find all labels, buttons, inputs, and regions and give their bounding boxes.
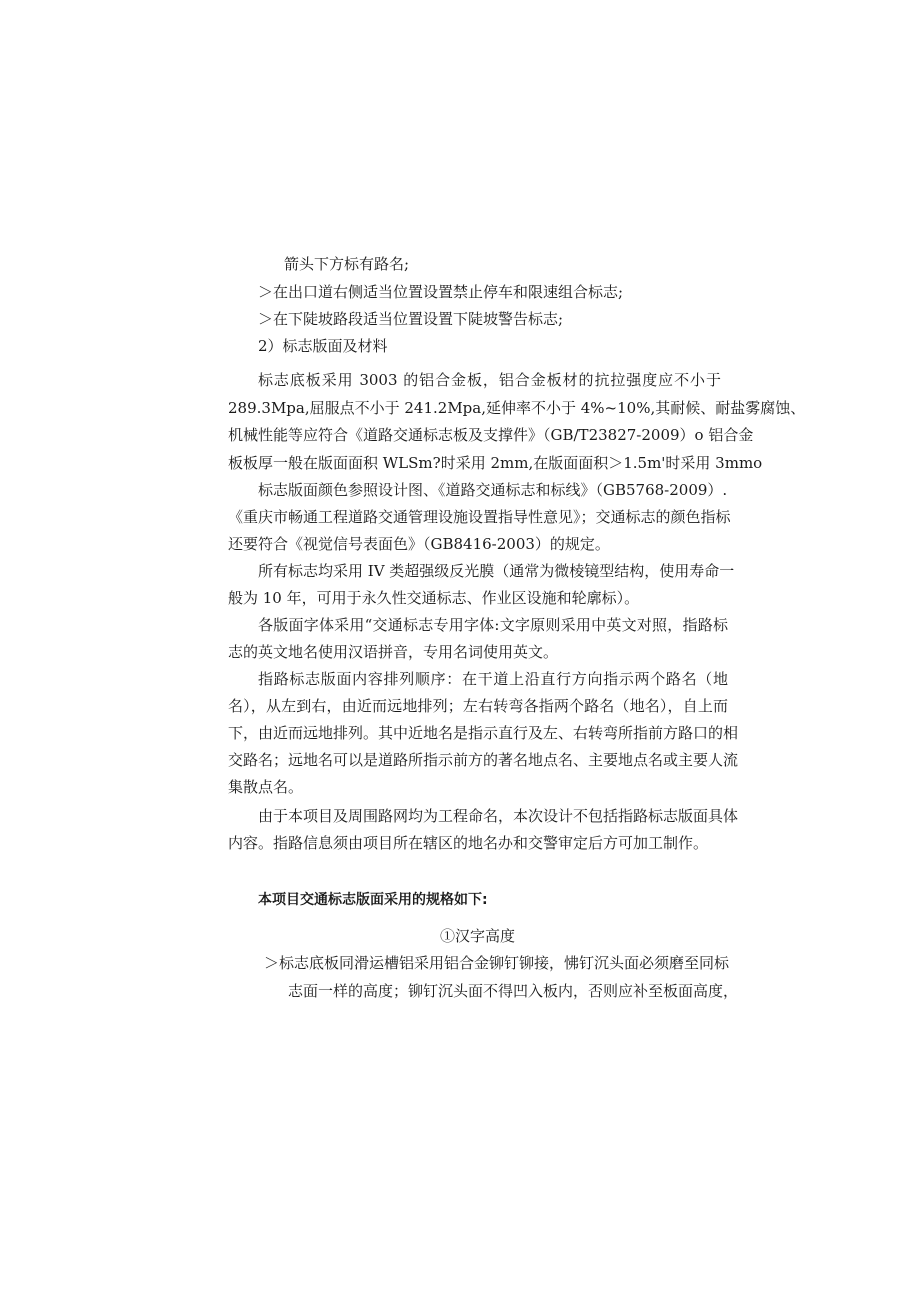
bullet-line: ＞标志底板同滑运槽铝采用铝合金铆钉铆接，怫钉沉头面必须磨至同标 — [264, 954, 730, 972]
paragraph-line: 名），从左到右，由近而远地排列；左右转弯各指两个路名（地名），自上而 — [228, 697, 728, 715]
bullet-line: ＞在出口道右侧适当位置设置禁止停车和限速组合标志; — [258, 283, 624, 301]
spec-heading: 本项目交通标志版面采用的规格如下: — [258, 892, 488, 908]
paragraph-line: 志面一样的高度；铆钉沉头面不得凹入板内，否则应补至板面高度， — [288, 982, 739, 1000]
paragraph-line: 各版面字体采用“交通标志专用字体:文字原则采用中英文对照，指路标 — [258, 616, 728, 634]
paragraph-line: 交路名；远地名可以是道路所指示前方的著名地点名、主要地点名或主要人流 — [228, 751, 739, 769]
section-heading: 2）标志版面及材料 — [258, 337, 388, 355]
paragraph-line: 集散点名。 — [228, 778, 304, 796]
paragraph-line: 志的英文地名使用汉语拼音，专用名词使用英文。 — [228, 643, 559, 661]
paragraph-line: 标志底板采用 3003 的铝合金板，铝合金板材的抗拉强度应不小于 — [258, 371, 721, 389]
paragraph-line: 下，由近而远地排列。其中近地名是指示直行及左、右转弯所指前方路口的相 — [228, 724, 739, 742]
paragraph-line: 标志版面颜色参照设计图、《道路交通标志和标线》（GB5768-2009）. — [258, 481, 728, 499]
paragraph-line: 289.3Mpa,屈服点不小于 241.2Mpa,延伸率不小于 4%~10%,其耐候、耐盐雾腐蚀、 — [228, 399, 806, 417]
paragraph-line: 指路标志版面内容排列顺序：在干道上沿直行方向指示两个路名（地 — [258, 670, 728, 688]
paragraph-line: 还要符合《视觉信号表面色》（GB8416-2003）的规定。 — [228, 535, 610, 553]
paragraph-line: 所有标志均采用 IV 类超强级反光膜（通常为微棱镜型结构，使用寿命一 — [258, 562, 735, 580]
paragraph-line: 《重庆市畅通工程道路交通管理设施设置指导性意见》；交通标志的颜色指标 — [228, 508, 731, 526]
text-line: 箭头下方标有路名; — [284, 255, 410, 273]
bullet-line: ＞在下陡坡路段适当位置设置下陡坡警告标志; — [258, 310, 564, 328]
paragraph-line: 般为 10 年，可用于永久性交通标志、作业区设施和轮廓标）。 — [228, 589, 640, 607]
spec-subheading: ①汉字高度 — [440, 927, 516, 945]
paragraph-line: 机械性能等应符合《道路交通标志板及支撑件》（GB/T23827-2009）o 铝合金 — [228, 426, 754, 444]
paragraph-line: 由于本项目及周围路网均为工程命名，本次设计不包括指路标志版面具体 — [258, 807, 739, 825]
paragraph-line: 板板厚一般在版面面积 WLSm?时采用 2mm,在版面面积＞1.5m'时采用 3mmo — [228, 454, 763, 472]
paragraph-line: 内容。指路信息须由项目所在辖区的地名办和交警审定后方可加工制作。 — [228, 834, 709, 852]
